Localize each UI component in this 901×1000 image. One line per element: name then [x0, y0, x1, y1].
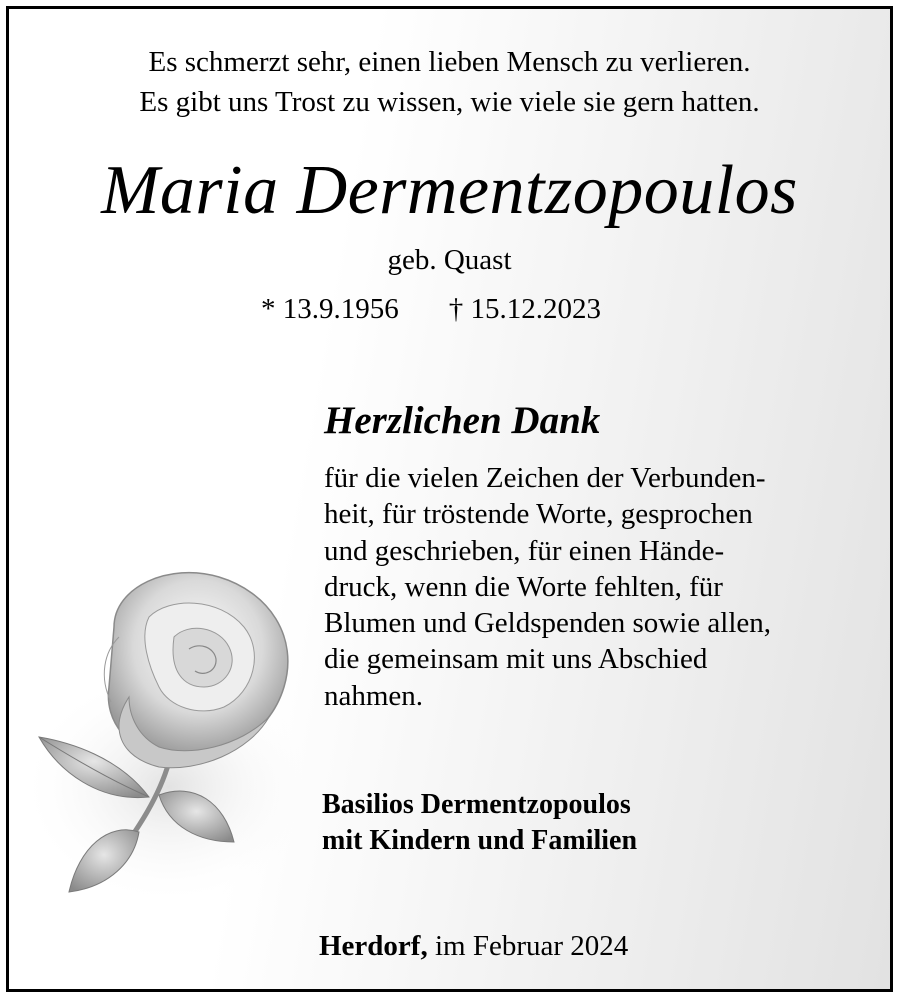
date: im Februar 2024: [434, 930, 629, 962]
verse-line-1: Es schmerzt sehr, einen lieben Mensch zu verlieren.: [148, 46, 751, 78]
birth-name: geb. Quast: [387, 244, 512, 276]
signers: [322, 787, 637, 859]
signer-line-1: Basilios Dermentzopoulos: [322, 789, 631, 820]
verse-line-2: Es gibt uns Trost zu wissen, wie viele sie gern hatten.: [139, 86, 760, 118]
thanks-line: für die vielen Zeichen der Verbunden-: [324, 462, 766, 494]
thanks-title: Herzlichen Dank: [324, 399, 601, 442]
place: Herdorf,: [319, 930, 428, 962]
thanks-line: und geschrieben, für einen Hände-: [324, 534, 725, 567]
thanks-line: heit, für tröstende Worte, gesprochen: [324, 498, 753, 531]
deceased-name: Maria Dermentzopoulos: [101, 152, 798, 229]
place-date: [319, 927, 628, 965]
rose-icon: [19, 557, 319, 907]
death-date: † 15.12.2023: [448, 293, 601, 325]
thanks-line: druck, wenn die Worte fehlten, für: [324, 570, 723, 603]
signer-line-2: mit Kindern und Familien: [322, 825, 638, 856]
thanks-text: [324, 460, 771, 714]
thanks-line: nahmen.: [324, 679, 424, 712]
obituary-card: [6, 6, 893, 992]
life-dates: [261, 291, 601, 327]
thanks-line: Blumen und Geldspenden sowie allen,: [324, 607, 771, 640]
thanks-line: die gemeinsam mit uns Abschied: [324, 643, 708, 676]
birth-date: * 13.9.1956: [261, 293, 399, 325]
